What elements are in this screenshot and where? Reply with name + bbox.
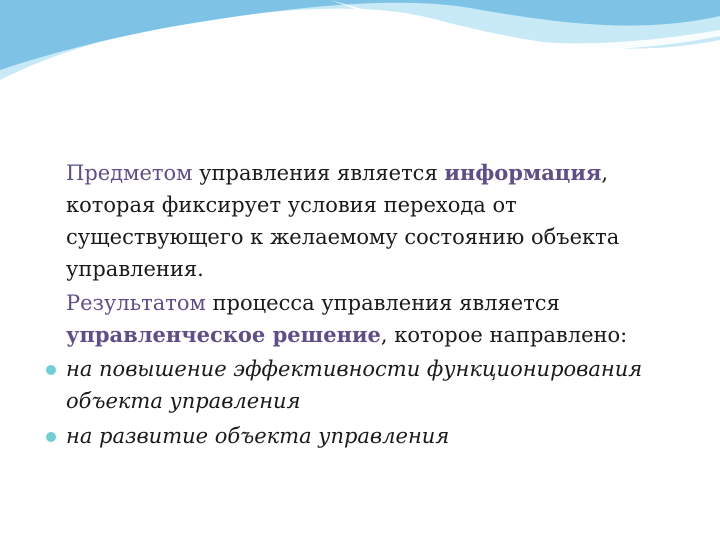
paragraph1-text-a: управления является [192, 161, 445, 185]
key-term-information: информация [444, 160, 602, 185]
slide-body [0, 150, 720, 470]
subject-word: Предметом [66, 161, 193, 185]
paragraph2-line2 [66, 320, 627, 350]
paragraph2-line1 [66, 288, 560, 318]
paragraph1-line2: которая фиксирует условия перехода от [66, 193, 517, 217]
key-term-decision: управленческое решение [66, 322, 381, 347]
bullet-dot [46, 432, 56, 442]
header-wave-decoration [0, 0, 720, 90]
bullet-dot [46, 365, 56, 375]
paragraph2-text-a: процесса управления является [205, 291, 560, 315]
paragraph1-line1 [66, 158, 608, 188]
bullet-1-line2: объекта управления [66, 389, 301, 413]
bullet-2-line1: на развитие объекта управления [66, 424, 450, 448]
paragraph1-line4: управления. [66, 257, 204, 281]
result-word: Результатом [66, 291, 206, 315]
bullet-1-line1: на повышение эффективности функционирования [66, 357, 643, 381]
paragraph2-text-b: , которое направлено: [380, 323, 628, 347]
paragraph1-text-b: , [601, 161, 609, 185]
paragraph1-line3: существующего к желаемому состоянию объекта [66, 225, 620, 249]
